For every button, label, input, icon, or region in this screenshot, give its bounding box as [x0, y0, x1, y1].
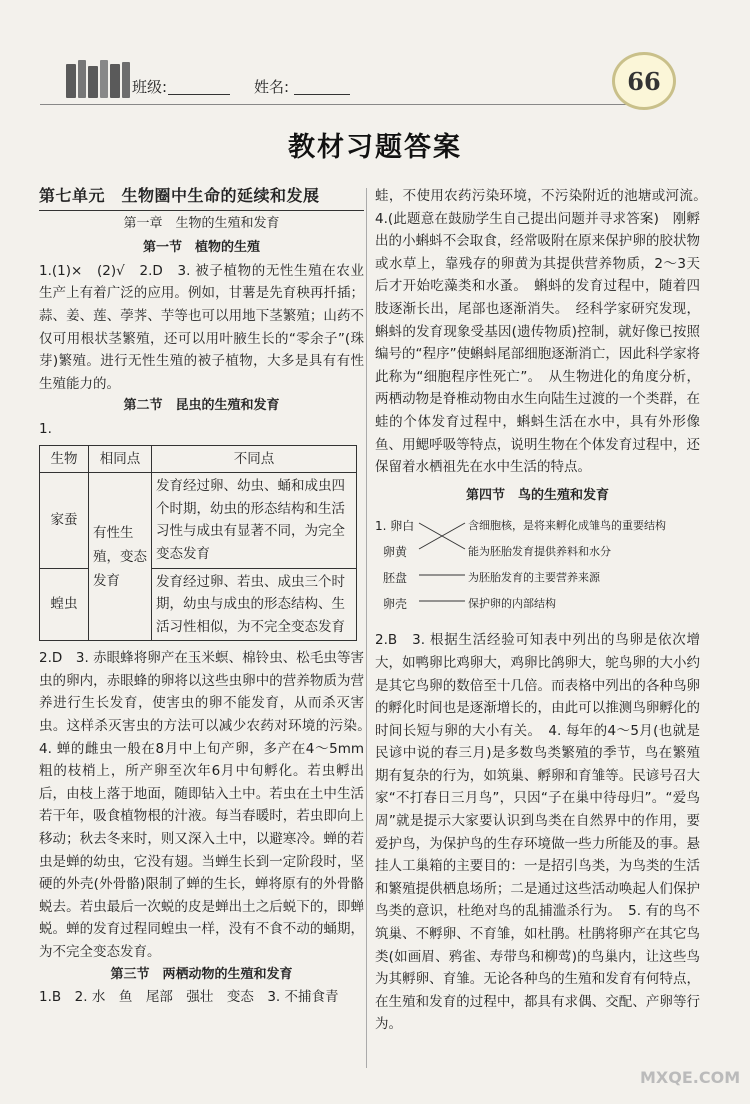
table-row — [40, 568, 357, 641]
name-field[interactable] — [294, 94, 350, 95]
match-right-item: 含细胞核，是将来孵化成雏鸟的重要结构 — [468, 519, 666, 533]
table-header-row — [40, 445, 357, 473]
column-divider — [366, 188, 367, 1068]
header-rule — [40, 104, 640, 105]
comparison-table — [39, 445, 357, 642]
table-cell: 蝗虫 — [40, 568, 89, 641]
header — [40, 58, 680, 108]
answer-paragraph: 1.(1)× (2)√ 2.D 3. 被子植物的无性生殖在农业生产上有着广泛的应用。例如，甘薯是先育秧再扦插；蒜、姜、莲、荸荠、芋等也可以用地下茎繁殖；山药不仅可用根状茎繁殖，还可以用叶腋生长的“零余子”(珠芽)繁殖。进行无性生殖的被子植物，大多是具有有性生殖能力的。 — [39, 262, 364, 392]
unit-title: 第七单元 生物圈中生命的延续和发展 — [39, 185, 364, 211]
section-title: 第一节 植物的生殖 — [142, 240, 260, 256]
match-right-item: 能为胚胎发育提供养料和水分 — [468, 545, 611, 559]
matching-diagram — [375, 511, 700, 623]
match-left-item: 卵黄 — [383, 545, 408, 560]
match-right-item: 保护卵的内部结构 — [468, 597, 556, 611]
page-number: 66 — [612, 52, 676, 110]
section-title: 第三节 两栖动物的生殖和发育 — [110, 966, 293, 982]
section-title: 第四节 鸟的生殖和发育 — [465, 487, 609, 503]
table-cell: 家蚕 — [40, 473, 89, 568]
table-header: 生物 — [40, 445, 89, 473]
question-number: 1. — [39, 420, 52, 437]
table-cell: 发育经过卵、幼虫、蛹和成虫四个时期，幼虫的形态结构和生活习性与成虫有显著不同，为完全变态发育 — [152, 473, 357, 568]
name-label: 姓名: — [254, 78, 290, 96]
class-field[interactable] — [168, 94, 230, 95]
left-column — [39, 185, 378, 1009]
answer-paragraph: 2.B 3. 根据生活经验可知表中列出的鸟卵是依次增大，如鸭卵比鸡卵大，鸡卵比鸽卵大，鸵鸟卵的大小约是其它鸟卵的数倍至十几倍。而表格中列出的各种鸟卵的孵化时间也是逐渐增长的，由此可以推测鸟卵孵化的时间长短与卵的大小有关。 4. 每年的4～5月(也就是民谚中说的春三月)是多数鸟类繁殖的季节，鸟在繁殖期有复杂的行为，如筑巢、孵卵和育雏等。民谚号召大家“不打春日三月鸟”，只因“子在巢中待母归”。“爱鸟周”就是提示大家要认识到鸟类在自然界中的作用，要爱护鸟，为保护鸟的生存环境做一些力所能及的事。悬挂人工巢箱的主要目的：一是招引鸟类，为鸟类的生活和繁殖提供栖息场所；二是通过这些活动唤起人们保护鸟类的意识，杜绝对鸟的乱捕滥杀行为。 5. 有的鸟不筑巢、不孵卵、不育雏，如杜鹃。杜鹃将卵产在其它鸟类(如画眉、鸦雀、寿带鸟和柳莺)的鸟巢内，让这些鸟为其孵卵、育雏。无论各种鸟的生殖和发育有何特点，在生殖和发育的过程中，都具有求偶、交配、产卵等行为。 — [375, 632, 700, 1033]
table-header: 不同点 — [152, 445, 357, 473]
watermark: MXQE.COM — [640, 1068, 741, 1087]
match-right-item: 为胚胎发育的主要营养来源 — [468, 571, 600, 585]
match-left-item: 卵壳 — [383, 597, 408, 612]
right-column — [375, 185, 714, 1036]
answer-paragraph: 1.B 2. 水 鱼 尾部 强壮 变态 3. 不捕食青 — [39, 989, 339, 1006]
table-cell: 发育经过卵、若虫、成虫三个时期，幼虫与成虫的形态结构、生活习性相似，为不完全变态发育 — [152, 568, 357, 641]
page-title: 教材习题答案 — [288, 132, 462, 163]
answer-paragraph: 2.D 3. 赤眼蜂将卵产在玉米螟、棉铃虫、松毛虫等害虫的卵内，赤眼蜂的卵将以这些虫卵中的营养物质为营养进行生长发育，使害虫的卵不能发育，从而杀灭害虫。这样杀灭害虫的方法可以减少农药对环境的污染。 4. 蝉的雌虫一般在8月中上旬产卵，多产在4～5mm粗的枝梢上，所产卵至次年6月中旬孵化。若虫孵出后，由枝上落于地面，随即钻入土中。若虫在土中生活若干年，吸食植物根的汁液。每当春暖时，若虫即向上移动；秋去冬来时，则又深入土中，以避寒冷。蝉的若虫是蝉的幼虫，它没有翅。当蝉生长到一定阶段时，坚硬的外壳(外骨骼)限制了蝉的生长，蝉将原有的外骨骼蜕去。若虫最后一次蜕的皮是蝉出土之后蜕下的，即蝉蜕。蝉的发育过程同蝗虫一样，没有不食不动的蛹期，为不完全变态发育。 — [39, 650, 378, 960]
match-left-item: 胚盘 — [383, 571, 408, 586]
class-label: 班级: — [132, 78, 168, 96]
section-title: 第二节 昆虫的生殖和发育 — [123, 398, 280, 414]
match-left-item: 1. 卵白 — [375, 519, 415, 534]
table-row — [40, 473, 357, 568]
table-cell: 有性生殖，变态发育 — [89, 473, 152, 641]
answer-paragraph: 蛙，不使用农药污染环境，不污染附近的池塘或河流。 4.(此题意在鼓励学生自己提出问题并寻求答案) 刚孵出的小蝌蚪不会取食，经常吸附在原来保护卵的胶状物或水草上，靠残存的卵黄为其提供营养物质，2～3天后才开始吃藻类和水蚤。 蝌蚪的发育过程中，随着四肢逐渐长出，尾部也逐渐消失。 经科学家研究发现，蝌蚪的发育现象受基因(遗传物质)控制，就好像已按照编号的“程序”使蝌蚪尾部细胞逐渐消亡，因此科学家将此称为“细胞程序性死亡”。 从生物进化的角度分析，两栖动物是脊椎动物由水生向陆生过渡的一个类群，在蛙的个体发育过程中，蝌蚪生活在水中，具有外形像鱼、用鳃呼吸等特点，说明生物在个体发育过程中，还保留着水栖祖先在水中生活的特点。 — [375, 188, 714, 476]
table-header: 相同点 — [89, 445, 152, 473]
chapter-title: 第一章 生物的生殖和发育 — [123, 215, 280, 231]
